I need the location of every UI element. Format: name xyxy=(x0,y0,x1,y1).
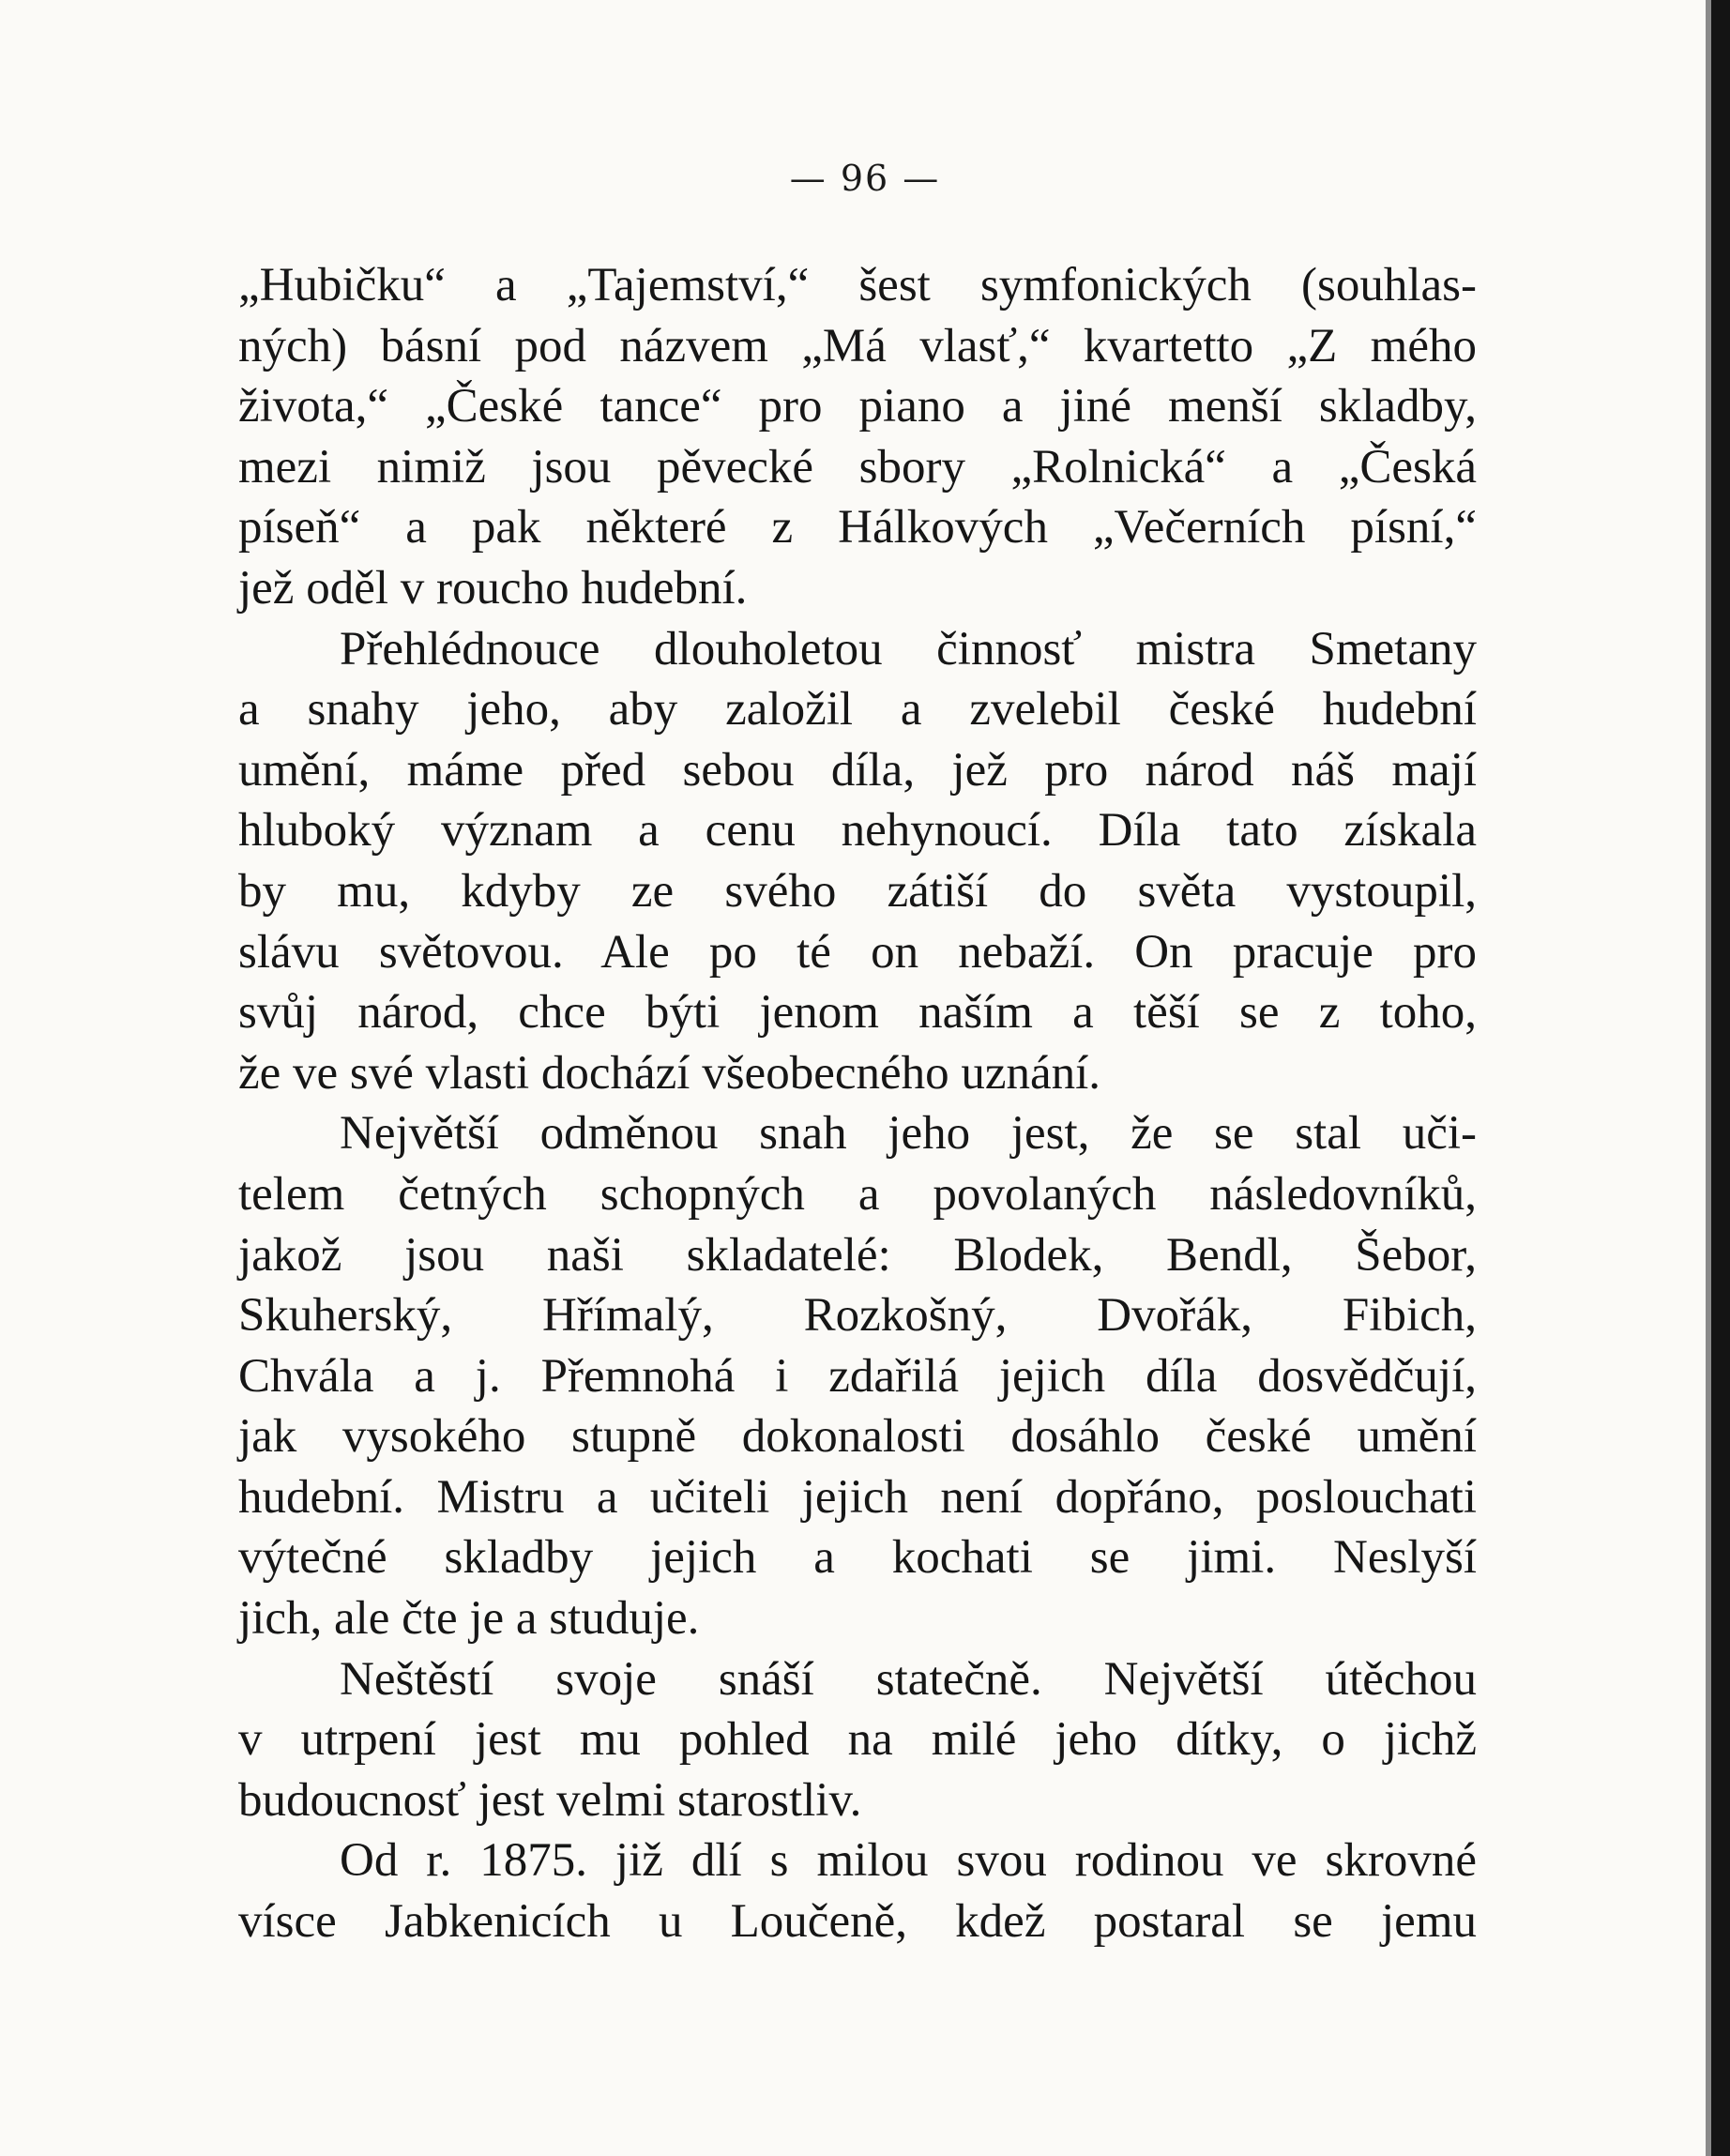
text-line: jakož jsou naši skladatelé: Blodek, Bendl, Šebor, xyxy=(238,1228,1477,1282)
text-line: by mu, kdyby ze svého zátiší do světa vystoupil, xyxy=(238,864,1477,918)
text-line: Od r. 1875. již dlí s milou svou rodinou ve skrovné xyxy=(340,1834,1477,1888)
text-line: Skuherský, Hřímalý, Rozkošný, Dvořák, Fibich, xyxy=(238,1289,1477,1343)
text-line: že ve své vlasti dochází všeobecného uznání. xyxy=(238,1046,1101,1100)
text-line: Největší odměnou snah jeho jest, že se stal uči- xyxy=(340,1107,1477,1161)
page-number: — 96 — xyxy=(789,158,941,199)
text-line: jich, ale čte je a studuje. xyxy=(238,1592,700,1646)
text-line: Přehlédnouce dlouholetou činnosť mistra Smetany xyxy=(340,622,1477,676)
text-line: hluboký význam a cenu nehynoucí. Díla tato získala xyxy=(238,804,1477,858)
text-line: budoucnosť jest velmi starostliv. xyxy=(238,1773,862,1827)
text-line: umění, máme před sebou díla, jež pro národ náš mají xyxy=(238,743,1477,797)
text-line: v utrpení jest mu pohled na milé jeho dítky, o jichž xyxy=(238,1713,1477,1767)
text-line: píseň“ a pak některé z Hálkových „Večerních písní,“ xyxy=(238,501,1477,554)
text-line: slávu světovou. Ale po té on nebaží. On pracuje pro xyxy=(238,925,1477,979)
text-line: mezi nimiž jsou pěvecké sbory „Rolnická“ a „Česká xyxy=(238,440,1477,493)
text-line: hudební. Mistru a učiteli jejich není dopřáno, poslouchati xyxy=(238,1470,1477,1524)
text-line: svůj národ, chce býti jenom naším a těší se z toho, xyxy=(238,986,1477,1040)
text-line: ných) básní pod názvem „Má vlasť,“ kvartetto „Z mého xyxy=(238,319,1477,372)
text-line: Neštěstí svoje snáší statečně. Největší útěchou xyxy=(340,1652,1477,1706)
scan-edge xyxy=(1711,0,1730,2156)
text-line: a snahy jeho, aby založil a zvelebil české hudební xyxy=(238,683,1477,736)
body-text xyxy=(238,255,1477,1952)
text-line: Chvála a j. Přemnohá i zdařilá jejich díla dosvědčují, xyxy=(238,1349,1477,1403)
text-line: jež oděl v roucho hudební. xyxy=(238,561,748,615)
text-line: jak vysokého stupně dokonalosti dosáhlo české umění xyxy=(238,1410,1477,1464)
text-line: výtečné skladby jejich a kochati se jimi. Neslyší xyxy=(238,1531,1477,1585)
text-line: telem četných schopných a povolaných následovníků, xyxy=(238,1167,1477,1221)
text-line: života,“ „České tance“ pro piano a jiné menší skladby, xyxy=(238,380,1477,433)
text-line: „Hubičku“ a „Tajemství,“ šest symfonických (souhlas- xyxy=(238,259,1477,311)
text-line: vísce Jabkenicích u Loučeně, kdež postaral se jemu xyxy=(238,1895,1477,1949)
